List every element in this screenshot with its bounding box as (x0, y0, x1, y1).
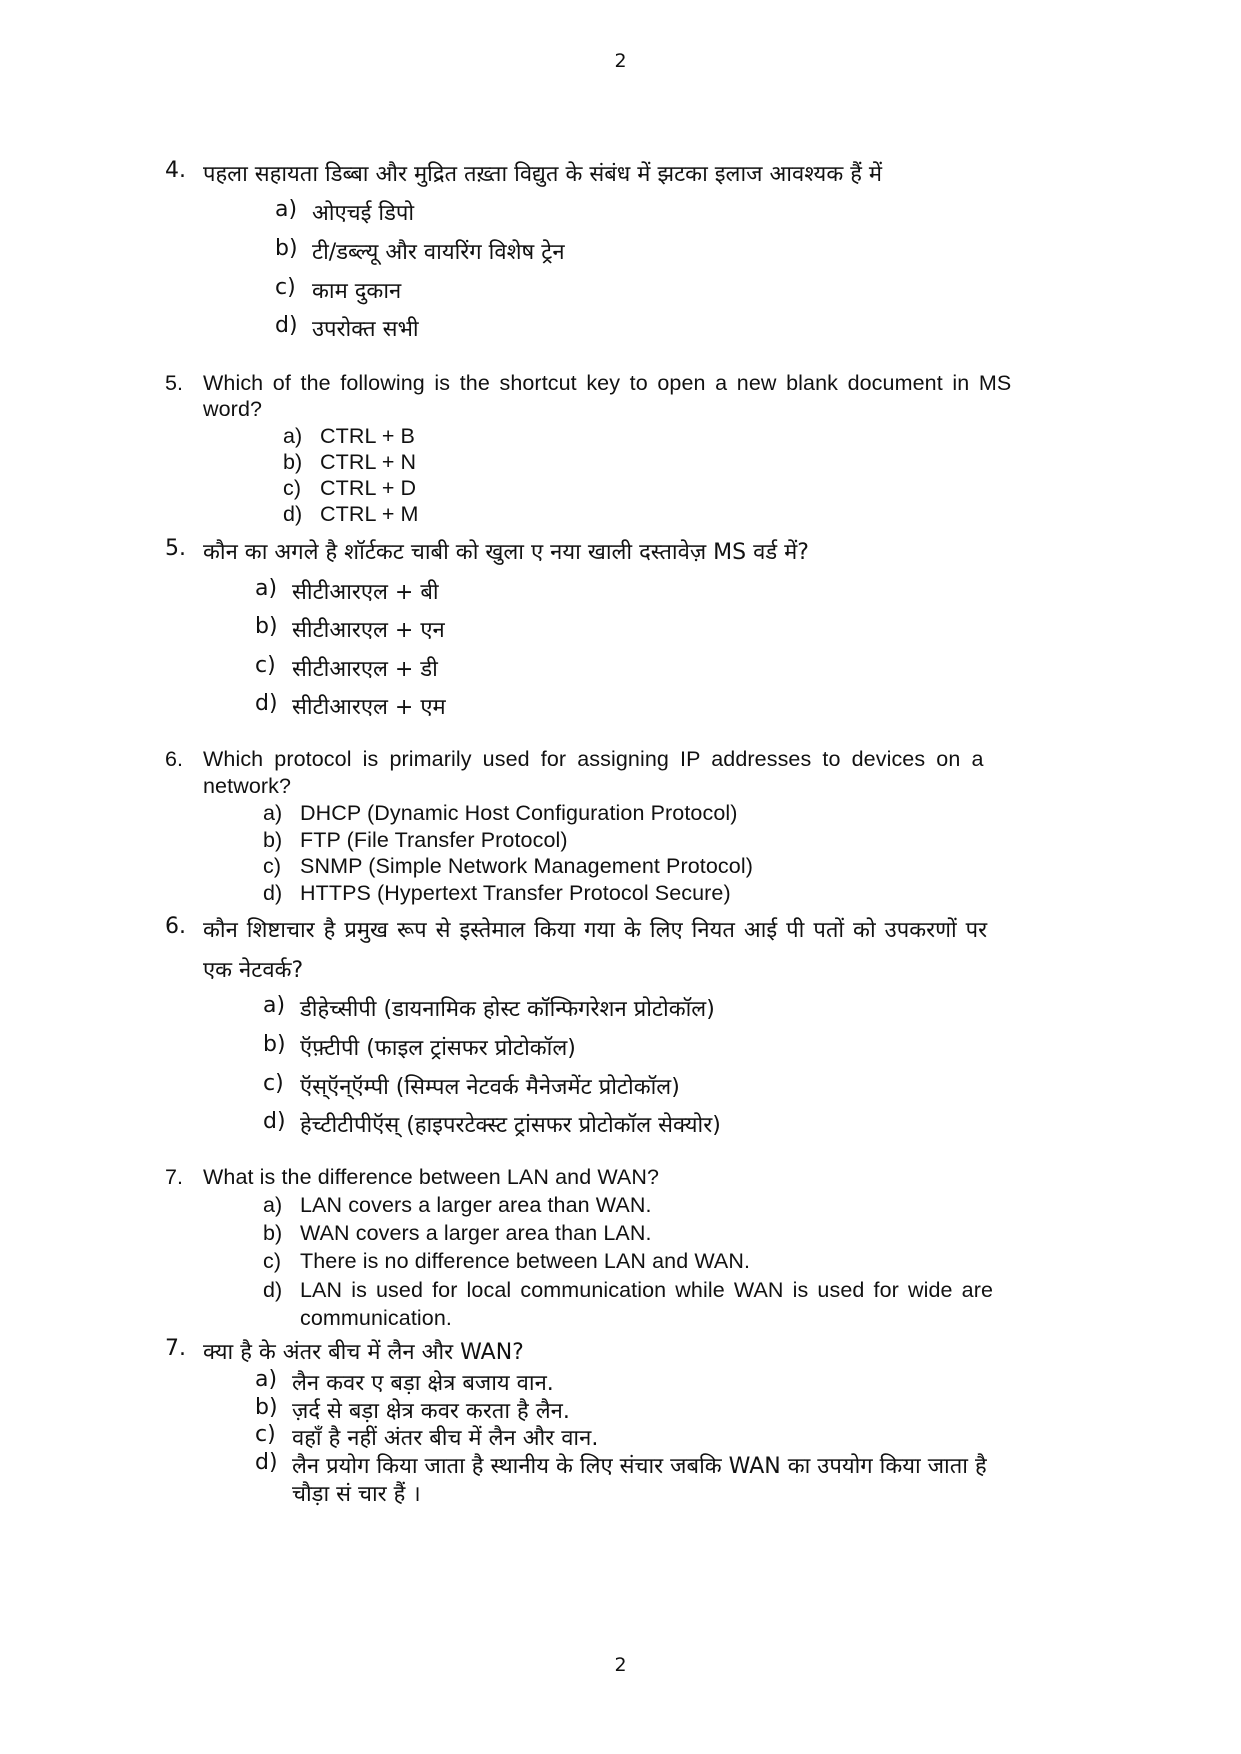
option-text-continued: चौड़ा सं चार हैं । (292, 1482, 421, 1507)
option-text: ओएचई डिपो (312, 201, 415, 226)
option-label: b) (263, 1221, 283, 1245)
option-label: b) (255, 1395, 278, 1420)
option-text: सीटीआरएल + एन (292, 618, 445, 643)
option-label: b) (283, 450, 303, 474)
option-text: LAN covers a larger area than WAN. (300, 1193, 652, 1217)
option-text: There is no difference between LAN and WAN. (300, 1249, 751, 1273)
option-text: WAN covers a larger area than LAN. (300, 1221, 652, 1245)
option-label: c) (255, 1422, 276, 1447)
option-text-continued: communication. (300, 1306, 452, 1330)
option-label: d) (255, 1450, 278, 1475)
question-number: 7. (165, 1165, 184, 1189)
question-text: Which of the following is the shortcut key to open a new blank document in MS (203, 371, 1012, 395)
option-text: CTRL + D (320, 476, 417, 500)
option-text: ऍस्ऍन्ऍम्पी (सिम्पल नेटवर्क मैनेजमेंट प्रोटोकॉल) (300, 1075, 680, 1100)
option-label: c) (263, 854, 282, 878)
option-text: डीहेच्सीपी (डायनामिक होस्ट कॉन्फिगरेशन प्रोटोकॉल) (300, 997, 715, 1022)
question-text-continued: word? (203, 397, 263, 421)
option-label: a) (263, 993, 286, 1018)
option-text: LAN is used for local communication while WAN is used for wide are (300, 1278, 994, 1302)
option-text: FTP (File Transfer Protocol) (300, 828, 568, 852)
option-label: a) (263, 1193, 283, 1217)
question-number: 4. (165, 158, 186, 183)
option-label: a) (263, 801, 283, 825)
question-text: कौन का अगले है शॉर्टकट चाबी को खुला ए नया खाली दस्तावेज़ MS वर्ड में? (203, 540, 809, 565)
option-label: b) (255, 614, 278, 639)
question-text: Which protocol is primarily used for assigning IP addresses to devices on a (203, 747, 984, 771)
footer-page-number: 2 (614, 1654, 627, 1676)
option-text: लैन कवर ए बड़ा क्षेत्र बजाय वान. (292, 1371, 554, 1396)
option-text: HTTPS (Hypertext Transfer Protocol Secure) (300, 881, 731, 905)
option-label: c) (283, 476, 302, 500)
question-text: What is the difference between LAN and WAN? (203, 1165, 660, 1189)
option-text: हेच्टीटीपीऍस् (हाइपरटेक्स्ट ट्रांसफर प्रोटोकॉल सेक्योर) (300, 1113, 721, 1138)
option-label: d) (255, 691, 278, 716)
question-text-continued: एक नेटवर्क? (203, 958, 304, 983)
header-page-number: 2 (614, 50, 627, 72)
question-number: 7. (165, 1336, 186, 1361)
option-text: CTRL + B (320, 424, 415, 448)
question-text: कौन शिष्टाचार है प्रमुख रूप से इस्तेमाल किया गया के लिए नियत आई पी पतों को उपकरणों पर (203, 918, 988, 943)
option-text: सीटीआरएल + डी (292, 657, 438, 682)
option-label: c) (275, 275, 296, 300)
option-text: SNMP (Simple Network Management Protocol) (300, 854, 753, 878)
question-number: 6. (165, 914, 186, 939)
option-label: c) (263, 1071, 284, 1096)
option-label: d) (283, 502, 303, 526)
option-label: a) (255, 1367, 278, 1392)
question-number: 6. (165, 747, 184, 771)
option-text: टी/डब्ल्यू और वायरिंग विशेष ट्रेन (312, 240, 565, 265)
option-text: वहाँ है नहीं अंतर बीच में लैन और वान. (292, 1426, 599, 1451)
option-text: सीटीआरएल + एम (292, 695, 446, 720)
option-label: a) (255, 576, 278, 601)
option-label: a) (275, 197, 298, 222)
option-text: काम दुकान (312, 279, 402, 304)
option-label: b) (263, 1032, 286, 1057)
option-label: c) (263, 1249, 282, 1273)
option-text: DHCP (Dynamic Host Configuration Protocol) (300, 801, 738, 825)
question-text-continued: network? (203, 774, 292, 798)
option-label: d) (275, 313, 298, 338)
question-number: 5. (165, 536, 186, 561)
option-label: a) (283, 424, 303, 448)
option-label: b) (263, 828, 283, 852)
option-text: उपरोक्त सभी (312, 317, 419, 342)
question-text: पहला सहायता डिब्बा और मुद्रित तख़्ता विद्युत के संबंध में झटका इलाज आवश्यक हैं में (203, 162, 883, 187)
option-label: d) (263, 881, 283, 905)
option-text: ऍफ़्टीपी (फाइल ट्रांसफर प्रोटोकॉल) (300, 1036, 576, 1061)
option-text: लैन प्रयोग किया जाता है स्थानीय के लिए संचार जबकि WAN का उपयोग किया जाता है (292, 1454, 987, 1479)
option-label: d) (263, 1278, 283, 1302)
option-text: ज़र्द से बड़ा क्षेत्र कवर करता है लैन. (292, 1399, 570, 1424)
question-number: 5. (165, 371, 184, 395)
option-text: सीटीआरएल + बी (292, 580, 439, 605)
option-label: d) (263, 1109, 286, 1134)
option-label: b) (275, 236, 298, 261)
option-text: CTRL + N (320, 450, 417, 474)
option-text: CTRL + M (320, 502, 419, 526)
question-text: क्या है के अंतर बीच में लैन और WAN? (203, 1340, 524, 1365)
option-label: c) (255, 653, 276, 678)
